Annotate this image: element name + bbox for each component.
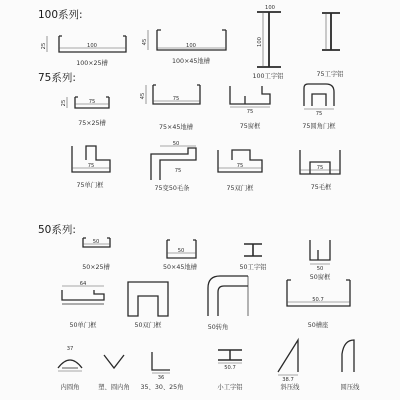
caption-50x45: 50×45地槽	[163, 264, 197, 271]
dim-75win-width: 75	[246, 109, 254, 115]
profile-50-corner	[208, 276, 248, 316]
dim-75x45-width: 75	[172, 96, 180, 102]
caption-75i: 75工字铝	[316, 71, 344, 78]
dim-75var-height: 75	[174, 168, 182, 174]
caption-angles: 35、30、25角	[140, 384, 184, 391]
dim-75dbl-width: 75	[236, 163, 244, 169]
caption-50win: 50窗框	[309, 274, 331, 281]
section-title-75-series: 75系列:	[38, 72, 76, 84]
caption-75x45: 75×45地槽	[159, 124, 193, 131]
profile-plastic-round-inner-corner	[104, 355, 124, 368]
profile-50-i-beam	[244, 244, 262, 256]
dim-75door-width: 75	[87, 163, 95, 169]
profile-75-to-50-brush-strip	[151, 148, 196, 180]
dim-100x45-width: 100	[186, 43, 196, 49]
caption-inner-round: 内圆角	[60, 384, 80, 391]
profile-slanted-bead	[278, 340, 298, 372]
caption-100x45: 100×45地槽	[172, 58, 210, 65]
profile-50-window-frame	[310, 240, 330, 260]
profile-50-double-door-frame	[128, 282, 168, 316]
dim-50x25-width: 50	[92, 239, 100, 245]
profile-round-bead	[342, 340, 354, 372]
caption-75arc: 75圆角门框	[302, 123, 336, 130]
dim-100x45-height: 45	[142, 38, 148, 46]
dim-smalli-width: 50.7	[224, 365, 236, 371]
profile-small-i-beam	[218, 350, 242, 360]
caption-50i: 50工字铝	[239, 264, 267, 271]
section-title-50-series: 50系列:	[38, 224, 76, 236]
dim-50door-width: 64	[79, 281, 87, 287]
caption-75door: 75单门框	[76, 182, 104, 189]
caption-100x25: 100×25槽	[76, 60, 108, 67]
dim-angle-width: 36	[157, 375, 165, 381]
profile-inner-round-corner	[58, 360, 82, 368]
dim-75x45-height: 45	[140, 92, 146, 100]
caption-plastic-round: 塑、圆内角	[98, 384, 130, 391]
caption-50dbl: 50双门框	[134, 322, 162, 329]
dim-75x25-width: 75	[88, 99, 96, 105]
dim-75var-width: 50	[172, 141, 180, 147]
profile-75-window-frame	[230, 86, 270, 104]
dim-100i-width: 100	[265, 5, 275, 11]
dim-inner-width: 37	[66, 346, 74, 352]
dim-slant-width: 38.7	[282, 377, 294, 383]
caption-slant-bead: 斜压线	[280, 384, 300, 391]
profile-35-30-25-angle	[152, 352, 170, 370]
caption-50slot: 50槽座	[307, 322, 329, 329]
caption-100i: 100工字铝	[252, 73, 284, 80]
caption-50door: 50单门框	[69, 322, 97, 329]
profile-50-single-door-frame	[62, 290, 104, 304]
profile-75-i-beam-100series	[322, 13, 340, 50]
caption-75win: 75窗框	[239, 123, 261, 130]
caption-75var: 75变50毛条	[154, 185, 190, 192]
caption-75x25: 75×25槽	[78, 120, 106, 127]
dim-100x25-height: 25	[41, 42, 47, 50]
dim-100x25-width: 100	[87, 43, 97, 49]
caption-75mao: 75毛框	[310, 184, 332, 191]
dim-50slot-width: 50.7	[312, 297, 324, 303]
dim-75arc-width: 75	[315, 111, 323, 117]
dim-75x25-height: 25	[61, 99, 67, 107]
dim-50win-width: 50	[316, 266, 324, 272]
caption-round-bead: 圆压线	[340, 384, 360, 391]
dim-75mao-width: 75	[316, 165, 324, 171]
caption-75dbl: 75双门框	[226, 185, 254, 192]
caption-small-i: 小工字铝	[217, 384, 243, 391]
caption-50turn: 50转角	[207, 324, 229, 331]
section-title-100-series: 100系列:	[38, 9, 83, 21]
caption-50x25: 50×25槽	[82, 264, 110, 271]
profile-75-rounded-door-frame	[304, 84, 334, 106]
dim-100i-height: 100	[257, 37, 263, 47]
dim-50x45-width: 50	[177, 248, 185, 254]
